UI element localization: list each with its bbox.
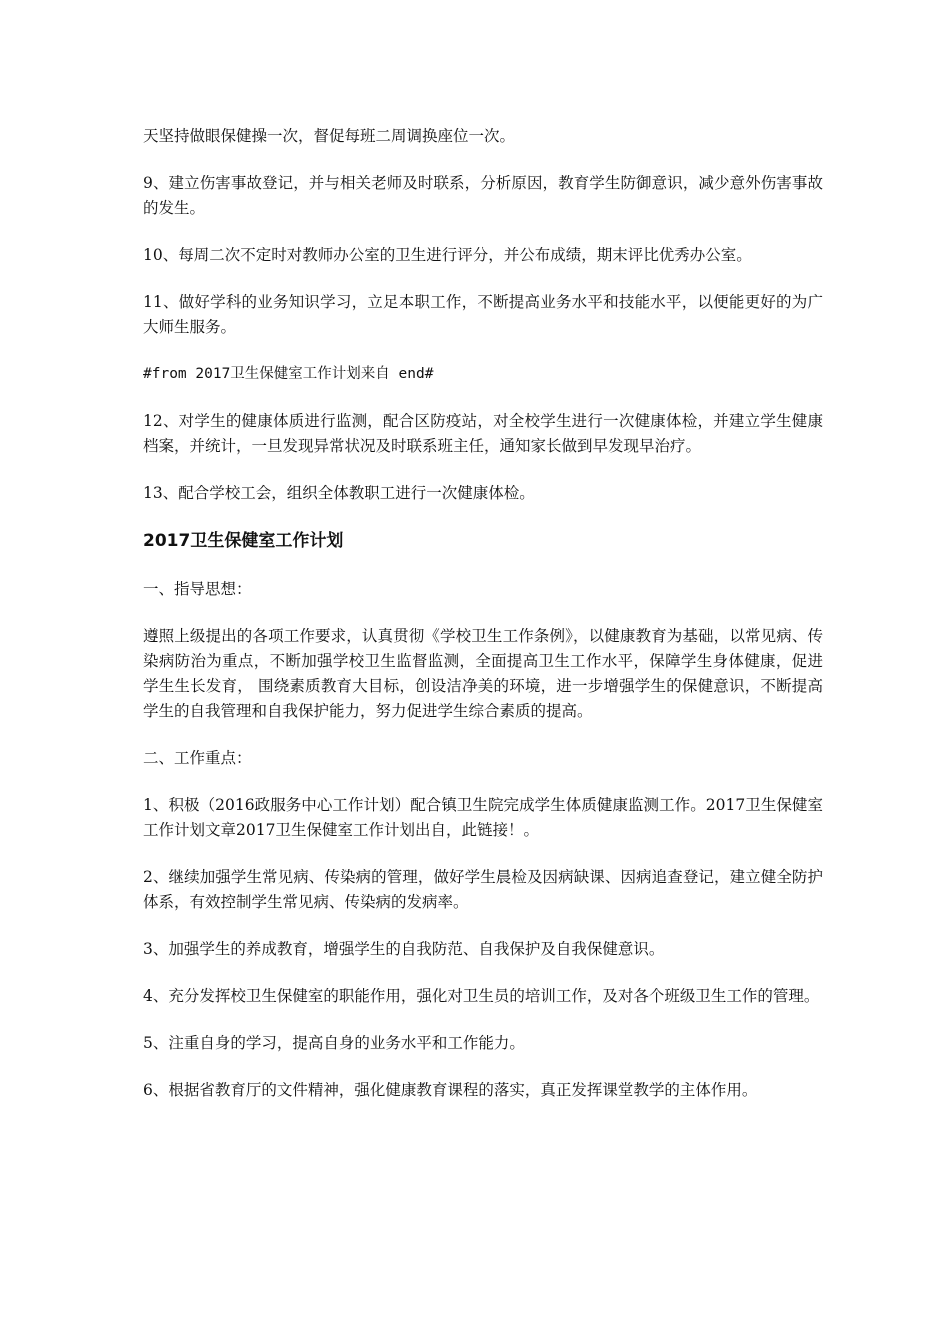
paragraph-focus-6: 6、根据省教育厅的文件精神，强化健康教育课程的落实，真正发挥课堂教学的主体作用。	[143, 1081, 758, 1099]
paragraph-focus-5: 5、注重自身的学习，提高自身的业务水平和工作能力。	[143, 1034, 525, 1052]
source-marker-line: #from 2017卫生保健室工作计划来自 end#	[143, 366, 434, 382]
section-heading: 2017卫生保健室工作计划	[143, 531, 344, 551]
paragraph-item-12: 12、对学生的健康体质进行监测，配合区防疫站，对全校学生进行一次健康体检，并建立学生健康档案，并统计，一旦发现异常状况及时联系班主任，通知家长做到早发现早治疗。	[143, 412, 823, 455]
subheading-guiding-thought: 一、指导思想：	[143, 580, 252, 598]
paragraph-focus-2: 2、继续加强学生常见病、传染病的管理，做好学生晨检及因病缺课、因病追查登记，建立健全防护体系，有效控制学生常见病、传染病的发病率。	[143, 868, 823, 911]
subheading-work-focus: 二、工作重点：	[143, 749, 252, 767]
paragraph-item-9: 9、建立伤害事故登记，并与相关老师及时联系，分析原因，教育学生防御意识，减少意外伤害事故的发生。	[143, 174, 823, 217]
paragraph-eye-exercise: 天坚持做眼保健操一次，督促每班二周调换座位一次。	[143, 127, 516, 145]
paragraph-focus-3: 3、加强学生的养成教育，增强学生的自我防范、自我保护及自我保健意识。	[143, 940, 665, 958]
paragraph-item-10: 10、每周二次不定时对教师办公室的卫生进行评分，并公布成绩，期末评比优秀办公室。	[143, 246, 752, 264]
paragraph-item-11: 11、做好学科的业务知识学习，立足本职工作，不断提高业务水平和技能水平，以便能更好的为广大师生服务。	[143, 293, 823, 336]
paragraph-focus-4: 4、充分发挥校卫生保健室的职能作用，强化对卫生员的培训工作，及对各个班级卫生工作的管理。	[143, 987, 820, 1005]
paragraph-focus-1: 1、积极（2016政服务中心工作计划）配合镇卫生院完成学生体质健康监测工作。2017卫生保健室工作计划文章2017卫生保健室工作计划出自，此链接！。	[143, 796, 823, 839]
document-page	[143, 124, 823, 1103]
paragraph-guiding-thought: 遵照上级提出的各项工作要求，认真贯彻《学校卫生工作条例》，以健康教育为基础，以常见病、传染病防治为重点，不断加强学校卫生监督监测，全面提高卫生工作水平，保障学生身体健康，促进学生生长发育， 围绕素质教育大目标，创设洁净美的环境，进一步增强学生的保健意识，不断提高学生的自我管理和自我保护能力，努力促进学生综合素质的提高。	[143, 627, 823, 720]
paragraph-item-13: 13、配合学校工会，组织全体教职工进行一次健康体检。	[143, 484, 535, 502]
